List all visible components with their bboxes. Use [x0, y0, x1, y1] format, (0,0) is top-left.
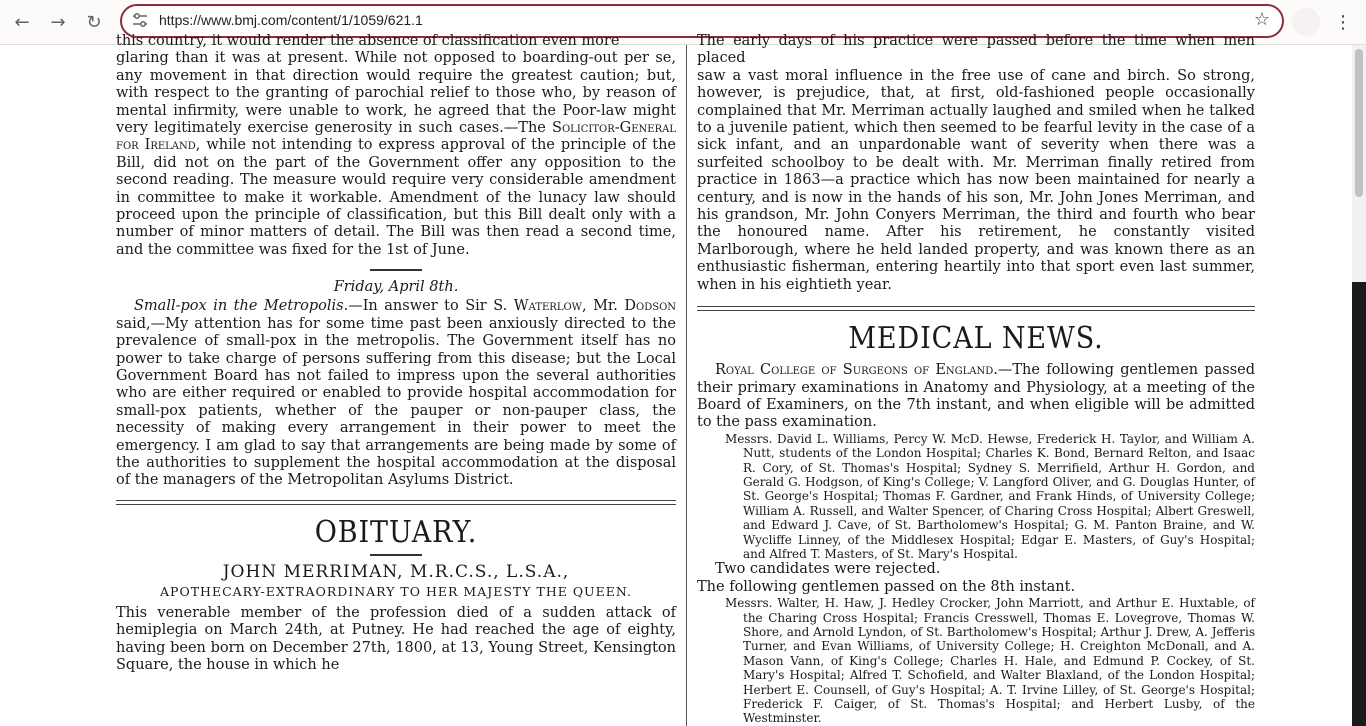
reload-icon[interactable]: ↻	[86, 11, 102, 33]
kebab-menu-icon[interactable]: ⋮	[1334, 11, 1352, 33]
dateline: Friday, April 8th.	[333, 279, 459, 296]
obituary-name: JOHN MERRIMAN, M.R.C.S., L.S.A.,	[222, 561, 570, 582]
left-column	[116, 33, 676, 674]
passed-8th-intro: The following gentlemen passed on the 8th instant.	[697, 578, 1076, 595]
merriman-paragraph: saw a vast moral influence in the free use of cane and birch. So strong, however, is prejudice, that, at first, old-fashioned people occasionally complained that Mr. Merriman actually laughed and smiled when he talked to a juvenile patient, which then seemed to be fearful levity in the case of a sick infant, and an unpardonable want of severity when there was a surfeited schoolboy to be dealt with. Mr. Merriman finally retired from practice in 1863—a practice which has now been maintained for nearly a century, and is now in the hands of his son, Mr. John Jones Merriman, and his grandson, Mr. John Conyers Merriman, the third and fourth who bear the honoured name. After his retirement, he constantly visited Marlborough, where he held landed property, and was known there as an enthusiastic fisherman, entering heartily into that sport even last summer, when in his eightieth year.	[697, 67, 1255, 293]
section-rule	[370, 269, 422, 271]
cut-off-line: this country, it would render the absence of classification even more	[116, 33, 620, 49]
dark-edge-strip	[1352, 282, 1366, 726]
section-double-rule	[116, 500, 676, 505]
right-column	[697, 33, 1255, 726]
surgeons-paragraph: Royal College of Surgeons of England.—The following gentlemen passed their primary examinations in Anatomy and Physiology, at a meeting of the Board of Examiners, on the 7th instant, and when eligible will be admitted to the pass examination.	[697, 362, 1256, 431]
obituary-role: APOTHECARY-EXTRAORDINARY TO HER MAJESTY THE QUEEN.	[160, 583, 632, 599]
scanned-page	[0, 33, 1352, 726]
obituary-heading: OBITUARY.	[314, 514, 478, 550]
scrollbar-thumb[interactable]	[1355, 49, 1363, 197]
column-divider	[686, 45, 687, 726]
url-text[interactable]: https://www.bmj.com/content/1/1059/621.1	[159, 12, 423, 28]
obituary-rule	[370, 554, 422, 556]
rejected-note: Two candidates were rejected.	[715, 561, 941, 578]
smallpox-paragraph: Small-pox in the Metropolis.—In answer to Sir S. Waterlow, Mr. Dodson said,—My attention has for some time past been anxiously directed to the prevalence of small-pox in the metropolis. The Government itself has no power to take charge of persons suffering from this disease; but the Local Government Board has not failed to impress upon the several authorities who are either required or enabled to provide hospital accommodation for small-pox patients, whether of the pauper or non-pauper class, the necessity of making every arrangement in their power to meet the emergency. I am glad to say that arrangements are being made by some of the authorities to supplement the hospital accommodation at the disposal of the managers of the Metropolitan Asylums District.	[116, 298, 677, 489]
passed-list-7th: Messrs. David L. Williams, Percy W. McD. Hewse, Frederick H. Taylor, and William A. Nutt, students of the London Hospital; Charles K. Bond, Bernard Relton, and Isaac R. Cory, of St. Thomas's Hospital; Sydney S. Merrifield, Arthur H. Gordon, and Gerald G. Hodgson, of King's College; V. Langford Oliver, and G. Douglas Hunter, of St. George's Hospital; Thomas F. Gardner, and Frank Hinds, of University College; William A. Russell, and Walter Spencer, of Charing Cross Hospital; Albert Greswell, and Edward J. Cave, of St. Bartholomew's Hospital; G. M. Panton Braine, and W. Wycliffe Linney, of the Middlesex Hospital; Edgar E. Masters, of Guy's Hospital; and Alfred T. Masters, of St. Mary's Hospital.	[725, 431, 1255, 561]
medical-news-heading: MEDICAL NEWS.	[848, 321, 1104, 357]
parliament-paragraph: glaring than it was at present. While not opposed to boarding-out per se, any movement in that direction would require the greatest caution; but, with respect to the granting of parochial relief to those who, by reason of mental infirmity, were unable to work, he agreed that the Poor-law might very legitimately exercise generosity in such cases.—The Solicitor-General for Ireland, while not intending to express approval of the principle of the Bill, did not on the part of the Government offer any opposition to the second reading. The measure would require very considerable amendment in committee to make it workable. Amendment of the lunacy law should proceed upon the principle of classification, but this Bill dealt only with a number of minor matters of detail. The Bill was then read a second time, and the committee was fixed for the 1st of June.	[116, 50, 677, 258]
passed-list-8th: Messrs. Walter, H. Haw, J. Hedley Crocker, John Marriott, and Arthur E. Huxtable, of the Charing Cross Hospital; Francis Cresswell, Thomas E. Lovegrove, Thomas W. Shore, and Arnold Lyndon, of St. Bartholomew's Hospital; Arthur J. Drew, A. Jefferis Turner, and Evan Williams, of University College; H. Creighton McDonall, and A. Mason Vann, of King's College; Charles H. Hale, and Edmund P. Cockey, of St. Mary's Hospital; Alfred T. Schofield, and Walter Blaxland, of the London Hospital; Herbert E. Counsell, of Guy's Hospital; A. T. Irvine Lilley, of St. George's Hospital; Frederick F. Caiger, of St. Thomas's Hospital; and Herbert Lusby, of the Westminster.	[725, 596, 1255, 726]
section-double-rule	[697, 306, 1255, 311]
site-settings-icon[interactable]	[132, 12, 148, 28]
back-arrow-icon[interactable]: ←	[14, 11, 30, 33]
forward-arrow-icon[interactable]: →	[50, 11, 66, 33]
profile-avatar[interactable]	[1292, 8, 1320, 36]
cut-off-line: The early days of his practice were passed before the time when men placed	[697, 33, 1255, 67]
obituary-paragraph: This venerable member of the profession died of a sudden attack of hemiplegia on March 24th, at Putney. He had reached the age of eighty, having been born on December 27th, 1800, at 13, Young Street, Kensington Square, the house in which he	[116, 604, 676, 673]
star-icon[interactable]: ☆	[1253, 9, 1270, 30]
